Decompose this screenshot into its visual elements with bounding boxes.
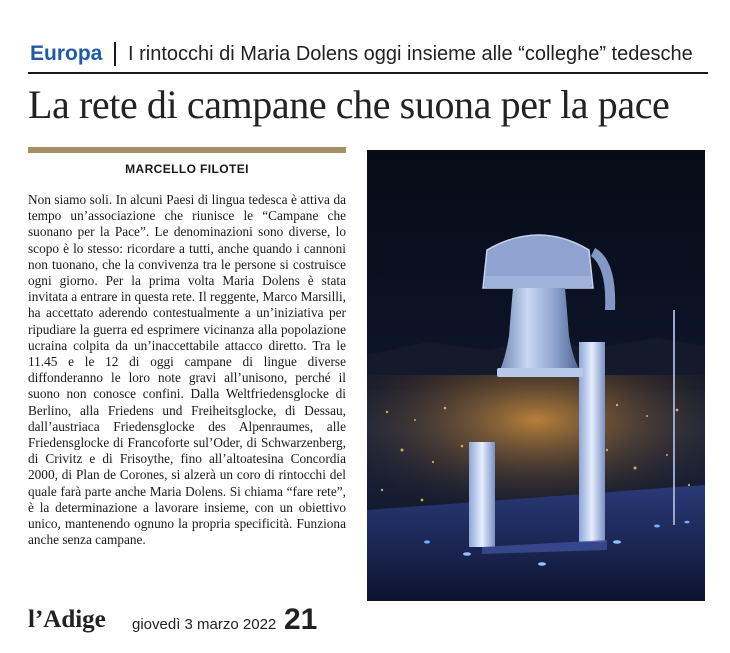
kicker-divider	[114, 42, 116, 66]
bell-illustration	[367, 150, 705, 601]
article-byline: MARCELLO FILOTEI	[125, 162, 249, 176]
article-body: Non siamo soli. In alcuni Paesi di lingua tedesca è attiva da tempo un’associazione che riunisce le “Campane che suonano per la Pace”. Le denominazioni sono diverse, lo scopo è lo stesso: ricordare a tutti, anche quando i cannoni non tuonano, che la convivenza tra le persone si costruisce ogni giorno. Per la prima volta Maria Dolens è stata invitata a entrare in questa rete. Il reggente, Marco Marsilli, ha accettato aderendo contestualmente a un’iniziativa per ripudiare la guerra ed esprimere vicinanza alla popolazione ucraina colpita da un’inaccettabile attacco diretto. Tra le 11.45 e le 12 di oggi campane di lingue diverse diffonderanno le loro note gravi all’unisono, perché il suono non conosce confini. Dalla Weltfriedensglocke di Berlino, alla Friedens und Freiheitsglocke, di Dessau, dall’austriaca Friedensglocke des Alpenraumes, alle Friedensglocke di Francoforte sul’Oder, di Schwarzenberg, di Crivitz e di Frisoythe, fino all’altoatesina Concordia 2000, di Plan de Corones, si alzerà un coro di rintocchi del quale farà parte anche Maria Dolens. Si chiama “fare rete”, è la determinazione a lavorare insieme, con un obiettivo unico, mantenendo ognuno la propria specificità. Funziona anche senza campane.	[28, 192, 346, 548]
article-kicker: I rintocchi di Maria Dolens oggi insieme alle “colleghe” tedesche	[128, 43, 693, 65]
newspaper-masthead: l’Adige	[28, 606, 106, 633]
issue-date: giovedì 3 marzo 2022	[132, 616, 277, 633]
article-kicker-bar	[28, 40, 708, 74]
bell-photo	[367, 150, 705, 601]
page-footer	[28, 604, 368, 644]
article-headline: La rete di campane che suona per la pace	[28, 82, 670, 127]
page-number: 21	[284, 603, 318, 636]
section-label: Europa	[30, 42, 103, 65]
byline-rule	[28, 147, 346, 153]
